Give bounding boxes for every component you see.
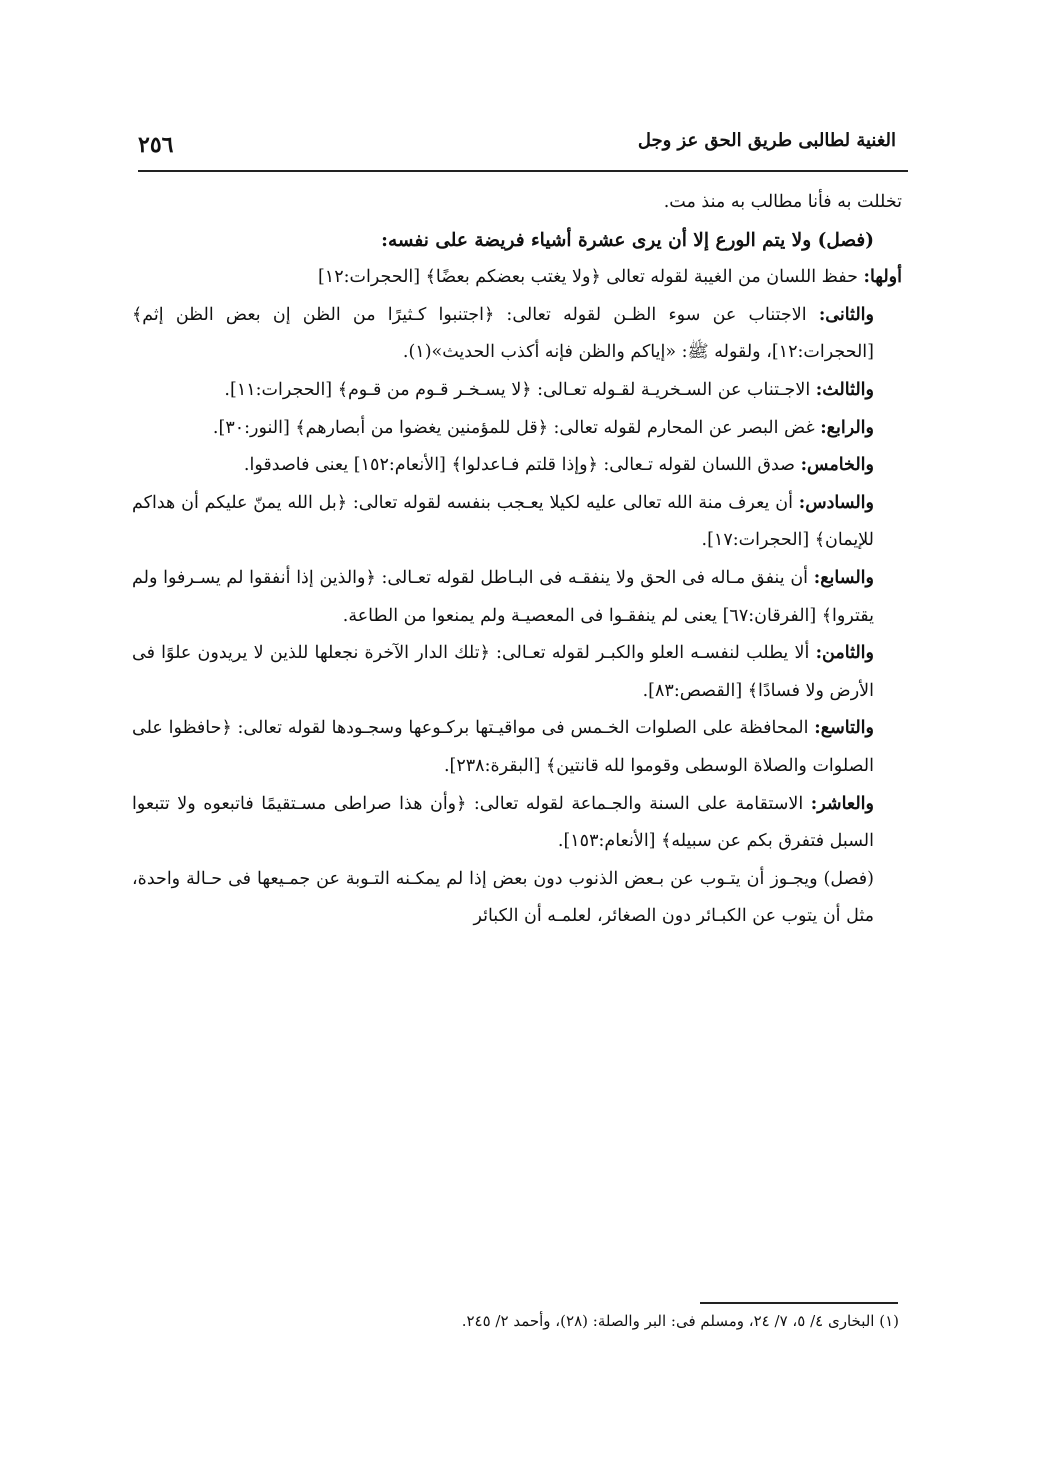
paragraph <box>132 447 902 485</box>
paragraph <box>132 222 902 260</box>
paragraph-head: والسادس: <box>798 492 874 513</box>
paragraph <box>132 297 902 372</box>
paragraph-body: غض البصر عن المحارم لقوله تعالى: ﴿قل للمؤمنين يغضوا من أبصارهم﴾ [النور:٣٠]. <box>212 417 821 438</box>
paragraph-body: أن ينفق مـاله فى الحق ولا ينفقـه فى البـاطل لقوله تعـالى: ﴿والذين إذا أنفقوا لم يسـرفوا ولم يقتروا﴾ [الفرقان:٦٧] يعنى لم ينفقـوا فى المعصيـة ولم يمنعوا من الطاعة. <box>132 567 874 626</box>
paragraph <box>132 259 902 297</box>
paragraph-body: ويجـوز أن يتـوب عن بـعض الذنوب دون بعض إذا لم يمكـنه التـوبة عن جمـيعها فى حـالة واحدة، مثل أن يتوب عن الكبـائر دون الصغائر، لعلمـه أن الكبائر <box>132 868 874 927</box>
paragraph-body: صدق اللسان لقوله تـعالى: ﴿وإذا قلتم فـاعدلوا﴾ [الأنعام:١٥٢] يعنى فاصدقوا. <box>243 455 801 476</box>
paragraph-head: والثامن: <box>815 643 874 664</box>
paragraph-head: والثالث: <box>815 379 874 400</box>
paragraph <box>132 786 902 861</box>
paragraph <box>132 560 902 635</box>
paragraph-head: والسابع: <box>813 567 874 588</box>
page-number: ٢٥٦ <box>138 132 174 158</box>
paragraph-body: الاستقامة على السنة والجـماعة لقوله تعالى: ﴿وأن هذا صراطى مسـتقيمًا فاتبعوه ولا تتبعوا السبل فتفرق بكم عن سبيله﴾ [الأنعام:١٥٣]. <box>132 793 874 852</box>
paragraph-body: تخللت به فأنا مطالب به منذ مت. <box>663 192 902 212</box>
paragraph <box>132 861 902 936</box>
paragraph-head: والثانى: <box>818 304 874 325</box>
paragraph-body: حفظ اللسان من الغيبة لقوله تعالى ﴿ولا يغتب بعضكم بعضًا﴾ [الحجرات:١٢] <box>317 267 864 288</box>
paragraph-body: الاجـتناب عن السـخريـة لقـوله تعـالى: ﴿لا يسـخـر قـوم من قـوم﴾ [الحجرات:١١]. <box>224 379 816 400</box>
paragraph <box>132 485 902 560</box>
paragraph-head: (فصل) <box>823 868 874 889</box>
paragraph-body: الاجتناب عن سوء الظـن لقوله تعالى: ﴿اجتنبوا كـثيرًا من الظن إن بعض الظن إثم﴾ [الحجرات:١٢]، ولقوله ﷺ: «إياكم والظن فإنه أكذب الحديث»(١). <box>132 304 874 363</box>
paragraph-body: ألا يطلب لنفسـه العلو والكبـر لقوله تعـالى: ﴿تلك الدار الآخرة نجعلها للذين لا يريدون علوًا فى الأرض ولا فسادًا﴾ [القصص:٨٣]. <box>132 643 874 701</box>
paragraph-body: المحافظة على الصلوات الخـمس فى مواقيـتها بركـوعها وسجـودها لقوله تعالى: ﴿حافظوا على الصلوات والصلاة الوسطى وقوموا لله قانتين﴾ [البقرة:٢٣٨]. <box>132 718 874 776</box>
footnote: (١) البخارى ٤/ ٥، ٧/ ٢٤، ومسلم فى: البر والصلة: (٢٨)، وأحمد ٢/ ٢٤٥. <box>461 1312 899 1330</box>
running-title: الغنية لطالبى طريق الحق عز وجل <box>637 130 896 151</box>
paragraph-head: والتاسع: <box>814 718 874 739</box>
paragraph <box>132 184 902 222</box>
paragraph-head: والرابع: <box>820 417 874 438</box>
paragraph-body: (فصل) ولا يتم الورع إلا أن يرى عشرة أشياء فريضة على نفسه: <box>381 229 874 251</box>
footnote-divider <box>700 1302 898 1304</box>
paragraph-body: أن يعرف منة الله تعالى عليه لكيلا يعـجب بنفسه لقوله تعالى: ﴿بل الله يمنّ عليكم أن هداكم للإيمان﴾ [الحجرات:١٧]. <box>132 492 874 551</box>
paragraph <box>132 372 902 410</box>
paragraph <box>132 410 902 448</box>
body-text <box>132 184 902 936</box>
page-header <box>138 118 908 172</box>
paragraph-head: أولها: <box>863 267 902 288</box>
paragraph-head: والعاشر: <box>810 793 874 814</box>
paragraph <box>132 710 902 785</box>
paragraph-head: والخامس: <box>800 455 874 476</box>
paragraph <box>132 635 902 710</box>
